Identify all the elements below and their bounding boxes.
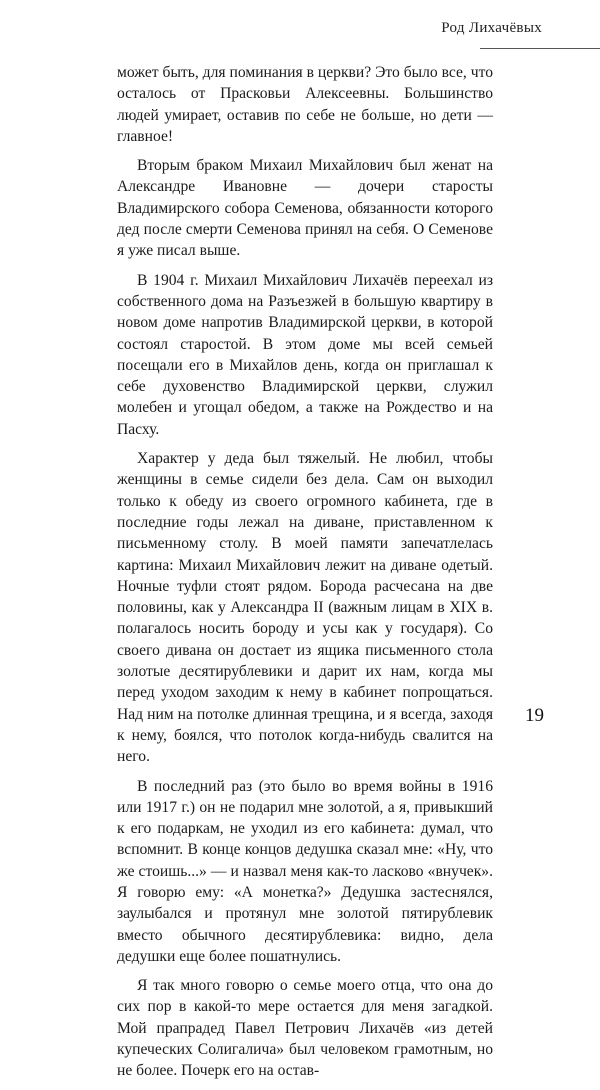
paragraph: Я так много говорю о семье моего отца, что она до сих пор в какой-то мере остается для меня загадкой. Мой прапрадед Павел Петрович Лихачёв «из детей купеческих Солигалича» был человеком грамотным, но не более. Почерк его на остав- [117,977,493,1080]
paragraph: В последний раз (это было во время войны в 1916 или 1917 г.) он не подарил мне золотой, а я, привыкший к его подаркам, не уходил из его кабинета: думал, что вспомнит. В конце концов дедушка сказал мне: «Ну, что же стоишь...» — и назвал меня как-то ласково «внучек». Я говорю ему: «А монетка?» Дедушка застеснялся, заулыбался и протянул мне золотой пятирублевик вместо обычного десятирублевика: видно, дела дедушки еще более пошатнулись. [117,777,493,965]
running-head-rule [480,48,600,49]
paragraph: Вторым браком Михаил Михайлович был женат на Александре Ивановне — дочери старосты Владимирского собора Семенова, обязанности которого дед после смерти Семенова принял на себя. О Семенове я уже писал выше. [117,157,493,260]
body-text [117,62,493,1090]
paragraph: может быть, для поминания в церкви? Это было все, что осталось от Прасковьи Алексеевны. Большинство людей умирает, оставив по себе не больше, но дети — главное! [117,64,493,145]
page-number: 19 [525,705,544,726]
running-head-title: Род Лихачёвых [441,20,542,36]
paragraph: Характер у деда был тяжелый. Не любил, чтобы женщины в семье сидели без дела. Сам он выходил только к обеду из своего огромного кабинета, где в последние годы лежал на диване, приставленном к письменному столу. В моей памяти запечатлелась картина: Михаил Михайлович лежит на диване одетый. Ночные туфли стоят рядом. Борода расчесана на две половины, как у Александра II (важным лицам в XIX в. полагалось носить бороду и усы как у государя). Со своего дивана он достает из ящика письменного стола золотые десятирублевики и дарит их нам, когда мы перед уходом заходим к нему в кабинет попрощаться. Над ним на потолке длинная трещина, и я всегда, заходя к нему, боялся, что потолок когда-нибудь свалится на него. [117,450,493,766]
paragraph: В 1904 г. Михаил Михайлович Лихачёв переехал из собственного дома на Разъезжей в большую квартиру в новом доме напротив Владимирской церкви, в которой состоял старостой. В этом доме мы всей семьей посещали его в Михайлов день, когда он приглашал к себе духовенство Владимирской церкви, служил молебен и угощал обедом, а также на Рождество и на Пасху. [117,271,493,438]
